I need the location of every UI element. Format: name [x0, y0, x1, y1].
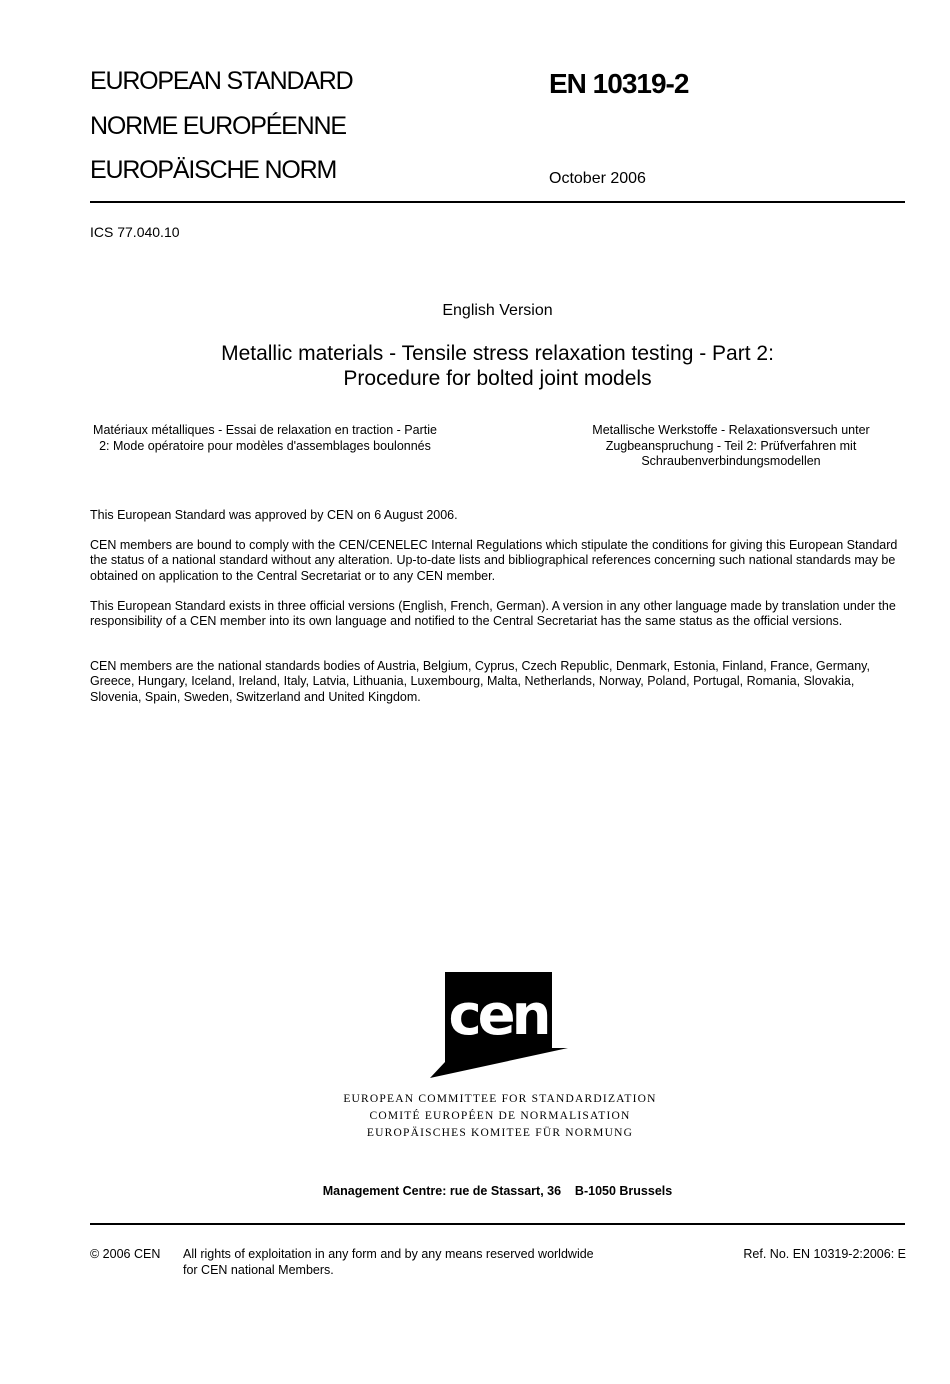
- document-title: [140, 341, 855, 391]
- french-title: Matériaux métalliques - Essai de relaxation en traction - Partie 2: Mode opératoire pour modèles d'assemblages boulonnés: [93, 423, 437, 453]
- footer-divider: [90, 1223, 905, 1225]
- committee-english: EUROPEAN COMMITTEE FOR STANDARDIZATION: [343, 1093, 657, 1105]
- rights-notice: All rights of exploitation in any form and by any means reserved worldwide for CEN national Members.: [183, 1247, 594, 1277]
- reference-number: Ref. No. EN 10319-2:2006: E: [743, 1247, 906, 1261]
- ics-code: ICS 77.040.10: [90, 224, 180, 240]
- publication-date: October 2006: [549, 170, 646, 187]
- members-paragraph: CEN members are the national standards bodies of Austria, Belgium, Cyprus, Czech Republic, Denmark, Estonia, Finland, France, Germany, Greece, Hungary, Iceland, Ireland, Italy, Latvia, Lithuania, Luxembourg, Malta, Netherlands, Norway, Poland, Portugal, Romania, Slovakia, Slovenia, Spain, Sweden, Switzerland and United Kingdom.: [90, 659, 870, 704]
- standard-number: EN 10319-2: [549, 68, 689, 99]
- compliance-paragraph: CEN members are bound to comply with the CEN/CENELEC Internal Regulations which stipulate the conditions for giving this European Standard the status of a national standard without any alteration. Up-to-date lists and bibliographical references concerning such national standards may be obtained on application to the Central Secretariat or to any CEN member.: [90, 538, 898, 583]
- standard-title-english: EUROPEAN STANDARD: [90, 67, 353, 95]
- versions-paragraph: This European Standard exists in three official versions (English, French, German). A version in any other language made by translation under the responsibility of a CEN member into its own language and notified to the Central Secretariat has the same status as the official versions.: [90, 599, 896, 629]
- version-label: English Version: [442, 302, 553, 319]
- header-divider: [90, 201, 905, 203]
- german-title: Metallische Werkstoffe - Relaxationsversuch unter Zugbeanspruchung - Teil 2: Prüfverfahren mit Schraubenverbindungsmodellen: [592, 423, 870, 468]
- cen-logo-icon: [430, 970, 570, 1080]
- standard-title-german: EUROPÄISCHE NORM: [90, 156, 337, 184]
- approval-paragraph: This European Standard was approved by CEN on 6 August 2006.: [90, 508, 458, 522]
- copyright: © 2006 CEN: [90, 1247, 161, 1261]
- cen-logo-text: cen: [448, 983, 548, 1048]
- title-line-1: Metallic materials - Tensile stress relaxation testing - Part 2:: [221, 342, 774, 365]
- standard-title-french: NORME EUROPÉENNE: [90, 112, 346, 140]
- committee-french: COMITÉ EUROPÉEN DE NORMALISATION: [369, 1110, 631, 1122]
- committee-german: EUROPÄISCHES KOMITEE FÜR NORMUNG: [366, 1127, 634, 1139]
- cen-logo: [430, 970, 570, 1080]
- title-line-2: Procedure for bolted joint models: [343, 367, 652, 390]
- management-centre: Management Centre: rue de Stassart, 36 B-1050 Brussels: [322, 1184, 673, 1198]
